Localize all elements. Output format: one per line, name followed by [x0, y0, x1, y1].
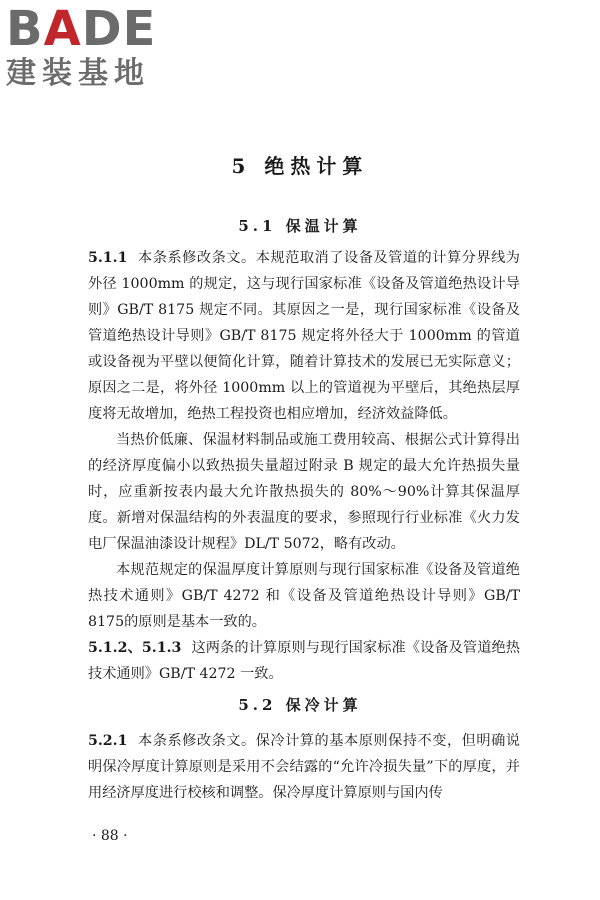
paragraph: 本规范规定的保温厚度计算原则与现行国家标准《设备及管道绝热技术通则》GB/T 4272 和《设备及管道绝热设计导则》GB/T 8175的原则是基本一致的。 [88, 562, 520, 630]
section-5-2-body [88, 728, 520, 806]
clause-5-1-1 [88, 245, 520, 427]
paragraph: 当热价低廉、保温材料制品或施工费用较高、根据公式计算得出的经济厚度偏小以致热损失量超过附录 B 规定的最大允许热损失量时，应重新按表内最大允许散热损失的 80%～90%计算其保温厚度。新增对保温结构的外表温度的要求，参照现行行业标准《火力发电厂保温油漆设计规程》DL/T 5072，略有改动。 [88, 432, 520, 552]
section-5-1-body [88, 245, 520, 687]
bade-logo [6, 1, 176, 92]
clause-number: 5.1.2、5.1.3 [88, 640, 182, 656]
clause-text: 本条系修改条文。保冷计算的基本原则保持不变，但明确说明保冷厚度计算原则是采用不会结露的“允许冷损失量”下的厚度，并用经济厚度进行校核和调整。保冷厚度计算原则与国内传 [88, 733, 520, 801]
clause-number: 5.1.1 [88, 250, 128, 266]
logo-letter-b: B [6, 1, 44, 57]
clause-text: 本条系修改条文。本规范取消了设备及管道的计算分界线为外径 1000mm 的规定，这与现行国家标准《设备及管道绝热设计导则》GB/T 8175 规定不同。其原因之一是，现行国家标准《设备及管道绝热设计导则》GB/T 8175 规定将外径大于 1000mm 的管道或设备视为平壁以便简化计算，随着计算技术的发展已无实际意义；原因之二是，将外径 1000mm 以上的管道视为平壁后，其绝热层厚度将无故增加，绝热工程投资也相应增加，经济效益降低。 [88, 250, 520, 422]
section-title-5-2: 5.2 保冷计算 [238, 696, 362, 714]
chapter-title: 5 绝热计算 [231, 154, 369, 178]
clause-number: 5.2.1 [88, 733, 128, 749]
logo-letter-a: A [43, 1, 82, 57]
clause-5-1-2-5-1-3 [88, 635, 520, 687]
clause-5-2-1 [88, 728, 520, 806]
page-number: · 88 · [92, 828, 128, 844]
logo-letters-de: DE [81, 1, 157, 57]
logo-chinese: 建装基地 [6, 56, 150, 91]
clause-text: 这两条的计算原则与现行国家标准《设备及管道绝热技术通则》GB/T 4272 一致。 [88, 640, 520, 682]
section-title-5-1: 5.1 保温计算 [238, 217, 362, 235]
logo-english [6, 1, 176, 57]
